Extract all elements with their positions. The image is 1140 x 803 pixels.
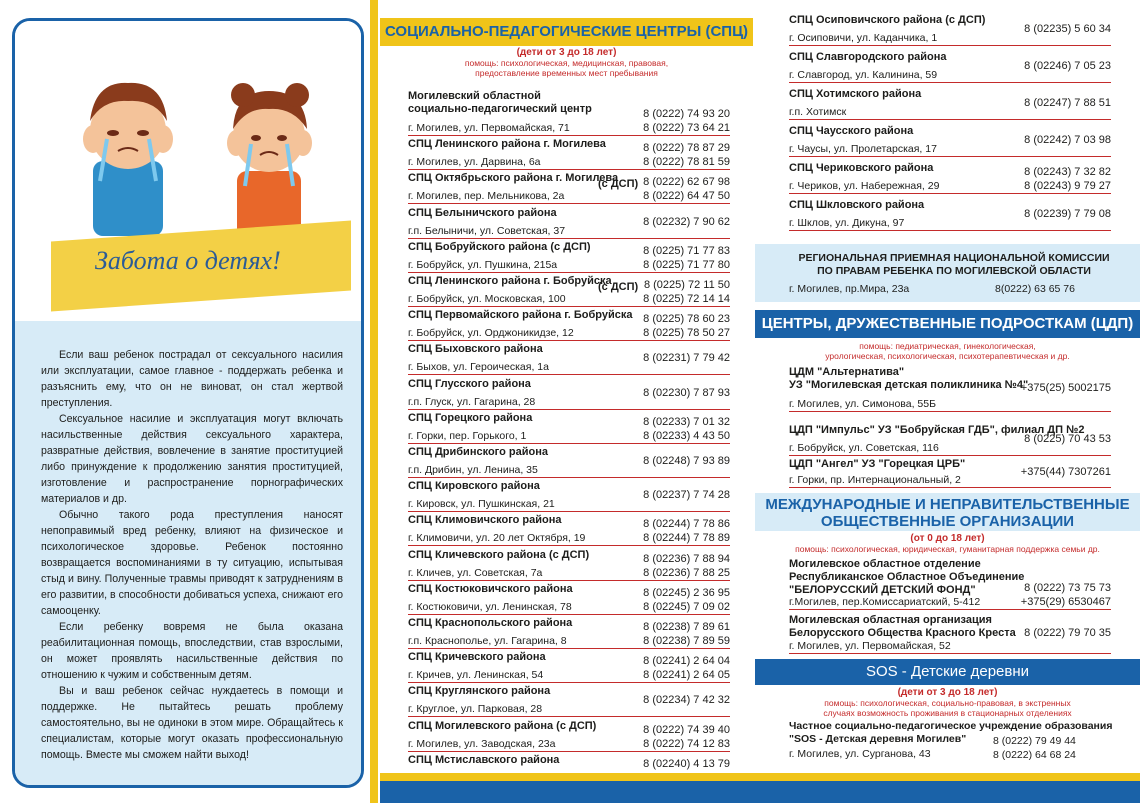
contact-name: ЦДП "Импульс" УЗ "Бобруйская ГДБ", филиал ДП №2 (789, 424, 1085, 436)
contact-address: г. Горки, пер. Горького, 1 (408, 429, 527, 442)
contact-phone: 8 (02248) 7 93 89 (643, 455, 730, 467)
contact-name-2: УЗ "Могилевская детская поликлиника №4" (789, 379, 1029, 391)
contact-row (408, 651, 730, 683)
contact-address: г. Могилев, ул. Заводская, 23а (408, 737, 556, 750)
sos-title: SOS - Детские деревни (755, 659, 1140, 685)
contact-address: г. Могилев, ул. Дарвина, 6а (408, 156, 541, 169)
contact-row (408, 583, 730, 615)
contact-phone: 8 (02245) 7 09 02 (643, 600, 730, 613)
paragraph-5: Вы и ваш ребенок сейчас нуждаетесь в помощи и поддержке. Не пытайтесь решать проблему самостоятельно, вы не одиноки в этом мире. Обращайтесь к специалистам, которые могут оказать профессиональную помощь. Вместе мы сможем найти выход! (41, 685, 343, 761)
contact-phone: 8 (0222) 73 75 73 (1024, 582, 1111, 594)
cdp-help: помощь: педиатрическая, гинекологическая, (859, 341, 1036, 351)
contact-phone: 8 (02244) 7 78 86 (643, 518, 730, 531)
contact-name-2: Белорусского Общества Красного Креста (789, 627, 1016, 639)
contact-phone: 8 (02236) 7 88 25 (643, 566, 730, 579)
contact-name: Могилевская областная организация (789, 614, 992, 626)
contact-name: Могилевский областной (408, 90, 541, 102)
contact-name: СПЦ Шкловского района (789, 199, 925, 211)
contact-phone: 8 (02243) 9 79 27 (1024, 180, 1111, 192)
contact-phone: 8 (02240) 4 13 79 (643, 757, 730, 770)
contact-name: СПЦ Костюковичского района (408, 582, 573, 595)
contact-row (408, 275, 730, 307)
contact-phone: 8 (02238) 7 89 61 (643, 621, 730, 633)
contact-name: СПЦ Чаусского района (789, 125, 914, 137)
contact-row (408, 446, 730, 478)
contact-row (789, 125, 1111, 157)
contact-address: г.п. Краснополье, ул. Гагарина, 8 (408, 635, 567, 647)
contact-address: г. Могилев, ул. Симонова, 55Б (789, 398, 936, 410)
contact-name: СПЦ Мстиславского района (408, 753, 560, 766)
contact-note: (с ДСП) (598, 178, 639, 191)
contact-address: г.п. Глуск, ул. Гагарина, 28 (408, 395, 536, 408)
contact-row (408, 309, 730, 341)
contact-note: (с ДСП) (598, 281, 639, 293)
contact-name: СПЦ Могилевского района (с ДСП) (408, 719, 597, 732)
contact-address: г. Шклов, ул. Дикуна, 97 (789, 217, 905, 229)
contact-address: г. Кировск, ул. Пушкинская, 21 (408, 498, 555, 511)
sos-phone-2: 8 (0222) 64 68 24 (993, 749, 1076, 761)
ngo-title: МЕЖДУНАРОДНЫЕ И НЕПРАВИТЕЛЬСТВЕННЫЕ (765, 496, 1130, 513)
contact-phone: 8 (0222) 74 12 83 (643, 737, 730, 750)
contact-row (408, 617, 730, 649)
contact-name: СПЦ Белыничского района (408, 206, 557, 219)
contact-phone: 8 (0225) 72 14 14 (643, 293, 730, 305)
contact-name: Могилевское областное отделение (789, 558, 981, 570)
contact-phone: 8 (0222) 74 93 20 (643, 108, 730, 120)
contact-address: г. Быхов, ул. Героическая, 1а (408, 361, 549, 374)
contact-row (408, 685, 730, 717)
contact-address: г. Бобруйск, ул. Пушкина, 215а (408, 258, 558, 271)
contact-phone: 8 (02242) 7 03 98 (1024, 134, 1111, 146)
spc-help2: предоставление временных мест пребывания (475, 68, 658, 78)
contact-row (789, 424, 1111, 456)
contact-row (408, 241, 730, 273)
contact-phone: 8 (0225) 72 11 50 (643, 279, 730, 291)
contact-phone: 8 (02233) 7 01 32 (643, 415, 730, 428)
contact-name: СПЦ Осиповичского района (с ДСП) (789, 14, 986, 26)
contact-phone: 8 (0225) 71 77 80 (643, 258, 730, 271)
left-frame (12, 18, 364, 788)
sos-phone-1: 8 (0222) 79 49 44 (993, 735, 1076, 747)
info-text-area (15, 321, 361, 788)
contact-row (408, 549, 730, 581)
ngo-help: помощь: психологическая, юридическая, гуманитарная поддержка семьи др. (795, 544, 1100, 554)
contact-phone: 8 (0222) 74 39 40 (643, 723, 730, 736)
commission-address: г. Могилев, пр.Мира, 23а (789, 283, 910, 295)
contact-phone: 8 (02241) 2 64 04 (643, 655, 730, 668)
contact-row (408, 90, 730, 136)
contact-phone: 8 (0222) 73 64 21 (643, 122, 730, 134)
contact-name-3: "БЕЛОРУССКИЙ ДЕТСКИЙ ФОНД" (789, 584, 976, 596)
paragraph-1: Если ваш ребенок пострадал от сексуального насилия или эксплуатации, самое главное - поддержать ребенка и разъяснить ему, что он не виноват, он стал жертвой преступления. (41, 349, 343, 409)
banner-title: Забота о детях! (95, 246, 281, 275)
contact-name: СПЦ Славгородского района (789, 51, 947, 63)
contact-row (408, 172, 730, 204)
contact-name: СПЦ Климовичского района (408, 514, 562, 527)
contact-name: СПЦ Кировского района (408, 480, 540, 493)
contact-row (789, 458, 1111, 488)
spc-age: (дети от 3 до 18 лет) (516, 47, 617, 58)
contact-name: СПЦ Бобруйского района (с ДСП) (408, 240, 591, 253)
contact-address: г. Могилев, пер. Мельникова, 2а (408, 190, 565, 203)
contact-name: ЦДП "Ангел" УЗ "Горецкая ЦРБ" (789, 458, 966, 470)
ngo-subtitle (755, 534, 1140, 554)
cdp-subtitle (755, 341, 1140, 361)
contact-row (789, 614, 1111, 654)
contact-address: г. Чериков, ул. Набережная, 29 (789, 180, 940, 192)
contact-phone: 8 (02236) 7 88 94 (643, 552, 730, 565)
contact-name: СПЦ Глусского района (408, 377, 531, 390)
contact-address: г. Круглое, ул. Парковая, 28 (408, 703, 543, 716)
contact-address: г. Климовичи, ул. 20 лет Октября, 19 (408, 532, 586, 545)
sos-address: г. Могилев, ул. Сурганова, 43 (789, 748, 931, 760)
ngo-age: (от 0 до 18 лет) (910, 533, 985, 544)
contact-phone: 8 (0225) 71 77 83 (643, 244, 730, 257)
sos-name: "SOS - Детская деревня Могилев" (789, 733, 967, 745)
cdp-title: ЦЕНТРЫ, ДРУЖЕСТВЕННЫЕ ПОДРОСТКАМ (ЦДП) (755, 310, 1140, 338)
spc-title: СОЦИАЛЬНО-ПЕДАГОГИЧЕСКИЕ ЦЕНТРЫ (СПЦ) (380, 18, 753, 46)
contact-row (789, 162, 1111, 194)
contact-address: г. Могилев, ул. Первомайская, 71 (408, 122, 570, 134)
contact-row (408, 514, 730, 546)
contact-address: г. Могилев, ул. Первомайская, 52 (789, 640, 951, 652)
commission-line1: РЕГИОНАЛЬНАЯ ПРИЕМНАЯ НАЦИОНАЛЬНОЙ КОМИССИИ (798, 252, 1110, 264)
paragraph-2: Сексуальное насилие и эксплуатация могут включать насильственные действия сексуального характера, развратные действия, вовлечение в занятие проституцией либо принуждение к продолжению занятия проституцией, изготовление и распространение порнографических материалов и др. (41, 413, 343, 505)
contact-phone: 8 (02237) 7 74 28 (643, 489, 730, 502)
contact-row (789, 199, 1111, 231)
info-paragraphs (41, 347, 343, 763)
contact-name: СПЦ Ленинского района г. Могилева (408, 138, 606, 151)
contact-phone: 8 (02233) 4 43 50 (643, 429, 730, 442)
contact-name: СПЦ Быховского района (408, 343, 543, 356)
contact-name: СПЦ Кричевского района (408, 651, 546, 664)
sos-help2: случаях возможность проживания в стационарных отделениях (823, 708, 1072, 718)
contact-phone: 8 (0222) 78 87 29 (643, 142, 730, 155)
contact-name: СПЦ Кличевского района (с ДСП) (408, 548, 590, 561)
contact-address: г. Бобруйск, ул. Московская, 100 (408, 293, 566, 305)
contact-row (408, 343, 730, 375)
contact-phone: +375(25) 5002175 (1020, 382, 1111, 394)
contact-row (408, 480, 730, 512)
contact-phone: 8 (02235) 5 60 34 (1024, 23, 1111, 35)
contact-row (408, 412, 730, 444)
contact-phone: 8 (02241) 2 64 05 (643, 669, 730, 682)
contact-phone: 8 (02234) 7 42 32 (643, 694, 730, 707)
cdp-help2: урологическая, психологическая, психотерапевтическая и др. (825, 351, 1070, 361)
contact-address: г. Славгород, ул. Калинина, 59 (789, 69, 938, 81)
contact-row (408, 207, 730, 239)
right-panel (755, 0, 1140, 780)
contact-row (408, 378, 730, 410)
contact-phone: +375(44) 7307261 (1020, 466, 1111, 478)
contact-row (789, 88, 1111, 120)
contact-phone: 8 (02232) 7 90 62 (643, 215, 730, 228)
contact-row (789, 14, 1111, 46)
sos-help: помощь: психологическая, социально-правовая, в экстренных (824, 698, 1071, 708)
contact-phone: 8 (02238) 7 89 59 (643, 635, 730, 647)
contact-phone: 8 (02245) 2 36 95 (643, 586, 730, 599)
contact-phone: 8 (02230) 7 87 93 (643, 386, 730, 399)
contact-name: СПЦ Первомайского района г. Бобруйска (408, 309, 633, 322)
contact-name: СПЦ Чериковского района (789, 162, 934, 174)
contact-name: СПЦ Круглянского района (408, 685, 551, 698)
contact-phone: +375(29) 6530467 (1020, 596, 1111, 608)
contact-name: СПЦ Октябрьского района г. Могилева (408, 172, 619, 185)
contact-address: г.п. Белыничи, ул. Советская, 37 (408, 224, 566, 237)
bottom-blue-bar (380, 781, 1140, 803)
contact-row (789, 366, 1111, 412)
contact-phone: 8 (0225) 70 43 53 (1024, 433, 1111, 445)
contact-name: ЦДМ "Альтернатива" (789, 366, 905, 378)
contact-address: г. Чаусы, ул. Пролетарская, 17 (789, 143, 937, 155)
contact-row (789, 558, 1111, 610)
contact-address: г. Осиповичи, ул. Каданчика, 1 (789, 32, 938, 44)
contact-address: г.п. Хотимск (789, 106, 847, 118)
contact-address: г. Бобруйск, ул. Орджоникидзе, 12 (408, 327, 574, 340)
contact-name-2: социально-педагогический центр (408, 103, 592, 115)
sos-org: Частное социально-педагогическое учреждение образования (789, 720, 1113, 732)
contact-address: г. Кричев, ул. Ленинская, 54 (408, 669, 544, 682)
contact-phone: 8 (02247) 7 88 51 (1024, 97, 1111, 109)
contact-row (408, 720, 730, 752)
contact-phone: 8 (02231) 7 79 42 (643, 352, 730, 365)
spc-help: помощь: психологическая, медицинская, правовая, (464, 58, 669, 68)
ngo-title2: ОБЩЕСТВЕННЫЕ ОРГАНИЗАЦИИ (820, 513, 1075, 530)
contact-phone: 8 (02246) 7 05 23 (1024, 60, 1111, 72)
contact-phone: 8 (02239) 7 79 08 (1024, 208, 1111, 220)
contact-row (408, 138, 730, 170)
contact-phone: 8 (0222) 62 67 98 (643, 176, 730, 189)
contact-phone: 8 (0222) 64 47 50 (643, 190, 730, 203)
ngo-title-box (755, 493, 1140, 531)
contact-name: СПЦ Дрибинского района (408, 446, 548, 458)
contact-phone: 8 (0222) 78 81 59 (643, 156, 730, 169)
contact-phone: 8 (0222) 79 70 35 (1024, 627, 1111, 639)
contact-address: г. Костюковичи, ул. Ленинская, 78 (408, 600, 572, 613)
contact-name: СПЦ Горецкого района (408, 411, 533, 424)
contact-name-2: Республиканское Областное Объединение (789, 571, 1025, 583)
paragraph-4: Если ребенку вовремя не была оказана реабилитационная помощь, впоследствии, став взрослыми, он может проявлять насильственные действия по отношению к чужим и собственным детям. (41, 621, 343, 681)
spc-subtitle (380, 48, 753, 78)
contact-name: СПЦ Краснопольского района (408, 617, 573, 629)
left-panel (0, 0, 378, 803)
commission-line2: ПО ПРАВАМ РЕБЕНКА ПО МОГИЛЕВСКОЙ ОБЛАСТИ (817, 265, 1091, 277)
contact-phone: 8 (02243) 7 32 82 (1024, 166, 1111, 178)
contact-address: г. Бобруйск, ул. Советская, 116 (789, 442, 939, 454)
contact-name: СПЦ Ленинского района г. Бобруйска (408, 275, 612, 287)
yellow-divider (370, 0, 378, 803)
commission-phone: 8(0222) 63 65 76 (995, 283, 1075, 295)
sos-subtitle (755, 688, 1140, 718)
middle-panel (380, 0, 753, 803)
sos-age: (дети от 3 до 18 лет) (897, 687, 998, 698)
contact-name: СПЦ Хотимского района (789, 88, 922, 100)
contact-phone: 8 (0225) 78 50 27 (643, 327, 730, 340)
contact-address: г. Горки, пр. Интернациональный, 2 (789, 474, 961, 486)
commission-box (755, 244, 1140, 302)
paragraph-3: Обычно такого рода преступления наносят непоправимый вред ребенку, влияют на физическое и психологическое здоровье. Ребенок постоянно возвращается воспоминаниями в ту ситуацию, испытывая стыд и вину. Полученные травмы приводят к затруднениям в его развитии, в способности добиваться успеха, снижают его самооценку. (41, 509, 343, 617)
children-image (15, 21, 364, 241)
contact-address: г.п. Дрибин, ул. Ленина, 35 (408, 464, 538, 476)
bottom-yellow-stripe (380, 773, 1140, 781)
contact-address: г.Могилев, пер.Комиссариатский, 5-412 (789, 596, 981, 608)
contact-row (789, 51, 1111, 83)
contact-phone: 8 (0225) 78 60 23 (643, 313, 730, 326)
contact-phone: 8 (02244) 7 78 89 (643, 532, 730, 545)
contact-address: г. Кличев, ул. Советская, 7а (408, 566, 543, 579)
